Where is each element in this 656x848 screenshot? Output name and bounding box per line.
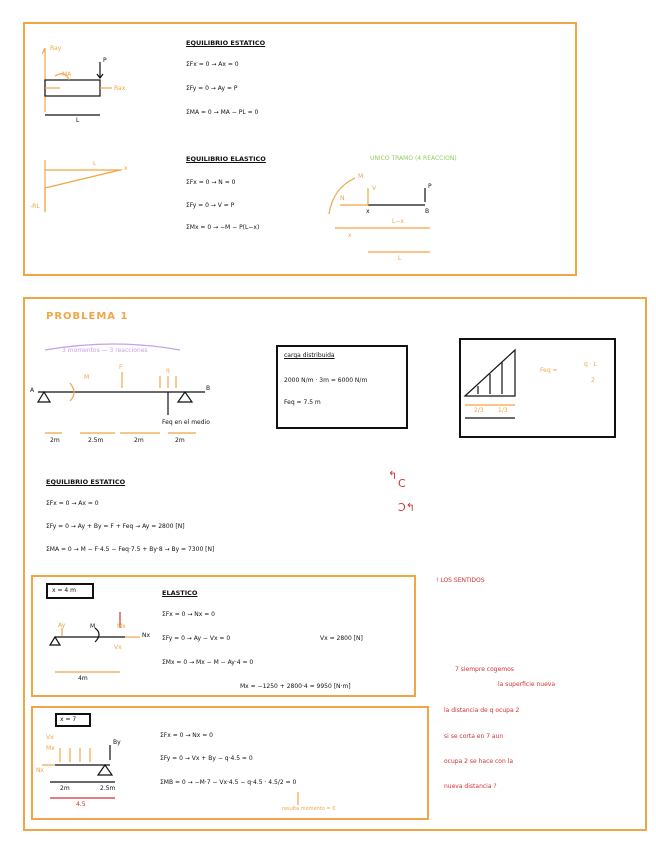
- tri-formula-den: 2: [591, 377, 595, 384]
- beam-dist-1: 2m: [50, 437, 60, 444]
- beam-label-q: q: [166, 367, 170, 374]
- label-x3: x: [366, 208, 370, 215]
- section1-title: ELASTICO: [162, 589, 198, 597]
- label-ray: Ray: [50, 45, 62, 52]
- tri-formula-left: Feq =: [540, 367, 558, 374]
- triangular-load-box: [459, 338, 616, 438]
- problem-title: PROBLEMA 1: [46, 311, 129, 322]
- section2-eq-1: ΣFx = 0 → Nx = 0: [160, 732, 213, 739]
- section2-label-vx: Vx: [46, 734, 54, 741]
- top-static-eq-3: ΣMA = 0 → MA − PL = 0: [186, 109, 259, 116]
- red-note-line-1: 7 siempre cogemos: [455, 666, 514, 673]
- top-static-eq-1: ΣFx = 0 → Ax = 0: [186, 61, 239, 68]
- label-x2: x: [124, 165, 128, 172]
- section2-eq-3: ΣMB = 0 → −M·7 − Vx·4.5 − q·4.5 · 4.5/2 = 0: [160, 779, 297, 786]
- red-symbol-1: ↰: [388, 469, 398, 482]
- top-elastic-eq-3: ΣMx = 0 → −M − P(L−x): [186, 224, 260, 231]
- beam-label-m: M: [84, 374, 90, 381]
- beam-dist-3: 2m: [134, 437, 144, 444]
- tri-formula-num: q · L: [584, 361, 597, 368]
- problem-static-eq-1: ΣFx = 0 → Ax = 0: [46, 500, 99, 507]
- section-diagram: [329, 178, 430, 252]
- label-n3: N: [340, 195, 345, 202]
- load-box-line2: Feq = 7.5 m: [284, 399, 321, 406]
- tri-dist-1: 2/3: [474, 407, 484, 414]
- cantilever-diagram: [42, 45, 112, 115]
- section1-label-mx: Mx: [117, 623, 126, 630]
- section1-eq-1: ΣFx = 0 → Nx = 0: [162, 611, 215, 618]
- section1-tag: x = 4 m: [52, 587, 76, 594]
- label-rax: Rax: [114, 85, 126, 92]
- top-elastic-eq-2: ΣFy = 0 → V = P: [186, 202, 235, 209]
- top-elastic-eq-1: ΣFx = 0 → N = 0: [186, 179, 236, 186]
- section1-label-m: M: [90, 623, 96, 630]
- label-p: P: [103, 57, 107, 64]
- label-m3: M: [358, 173, 364, 180]
- section2-label-mx: Mx: [46, 745, 55, 752]
- beam-label-f: F: [119, 364, 123, 371]
- label-b3: B: [425, 208, 430, 215]
- section1-eq-2: ΣFy = 0 → Ay − Vx = 0: [162, 635, 231, 642]
- section2-tag: x = 7: [60, 716, 77, 723]
- section1-vx: Vx = 2800 [N]: [320, 635, 363, 642]
- section2-eq-2: ΣFy = 0 → Vx + By − q·4.5 = 0: [160, 755, 253, 762]
- beam-label-feq: Feq en el medio: [162, 419, 210, 426]
- red-note-line-3: la distancia de q ocupa 2: [444, 707, 520, 714]
- problem-static-title: EQUILIBRIO ESTATICO: [46, 478, 126, 486]
- red-note-line-2: la superficie nueva: [498, 681, 556, 688]
- red-symbol-2: C: [398, 477, 406, 490]
- load-box-title: carga distribuida: [284, 352, 335, 359]
- section1-label-ay: Ay: [58, 622, 66, 629]
- problem-static-eq-3: ΣMA = 0 → M − F·4.5 − Feq·7.5 + By·8 → By = 7300 [N]: [46, 546, 215, 553]
- label-lbot3: L: [398, 255, 402, 262]
- label-rl: -RL: [30, 203, 40, 210]
- red-note-line-4: si se corta en 7 aun: [444, 733, 504, 740]
- beam-label-b: B: [206, 385, 211, 392]
- section2-label-nx: Nx: [36, 767, 45, 774]
- load-box-line1: 2000 N/m · 3m = 6000 N/m: [284, 377, 368, 384]
- label-l2: L: [93, 160, 97, 167]
- green-note: UNICO TRAMO (4 REACCION): [370, 155, 457, 162]
- red-note-line-6: nueva distancia ?: [444, 783, 497, 790]
- section1-label-vx: Vx: [114, 644, 122, 651]
- label-lx3: L−x: [392, 218, 404, 225]
- top-static-eq-2: ΣFy = 0 → Ay = P: [186, 85, 238, 92]
- problem-static-eq-2: ΣFy = 0 → Ay + By = F + Feq → Ay = 2800 [N]: [46, 523, 185, 530]
- section2-label-d1: 2m: [60, 785, 70, 792]
- label-l: L: [76, 117, 80, 124]
- section1-label-d: 4m: [78, 675, 88, 682]
- beam-dist-4: 2m: [175, 437, 185, 444]
- top-static-title: EQUILIBRIO ESTATICO: [186, 39, 266, 47]
- note-sentidos: ! LOS SENTIDOS: [436, 577, 485, 584]
- label-ma: MA: [62, 71, 72, 78]
- red-note-line-5: ocupa 2 se hace con la: [444, 758, 514, 765]
- label-p3: P: [428, 183, 432, 190]
- tri-dist-2: 1/3: [498, 407, 508, 414]
- section2-label-d3: 4.5: [76, 801, 86, 808]
- section1-mx: Mx = −1250 + 2800·4 = 9950 [N·m]: [240, 683, 351, 690]
- moment-diagram: [45, 160, 122, 212]
- beam-label-a: A: [30, 387, 35, 394]
- section2-label-d2: 2.5m: [100, 785, 116, 792]
- beam-dist-2: 2.5m: [88, 437, 104, 444]
- lilac-note: 3 momentos — 3 reacciones: [62, 347, 148, 354]
- top-elastic-title: EQUILIBRIO ELASTICO: [186, 155, 266, 163]
- section2-label-by: By: [113, 739, 121, 746]
- label-xbot3: x: [348, 232, 352, 239]
- section1-label-nx: Nx: [142, 632, 151, 639]
- label-v3: V: [372, 185, 377, 192]
- red-symbol-3: Ↄ↰: [398, 501, 415, 514]
- section1-eq-3: ΣMx = 0 → Mx − M − Ay·4 = 0: [162, 659, 254, 666]
- section2-note: resulta momento = 0: [282, 806, 336, 812]
